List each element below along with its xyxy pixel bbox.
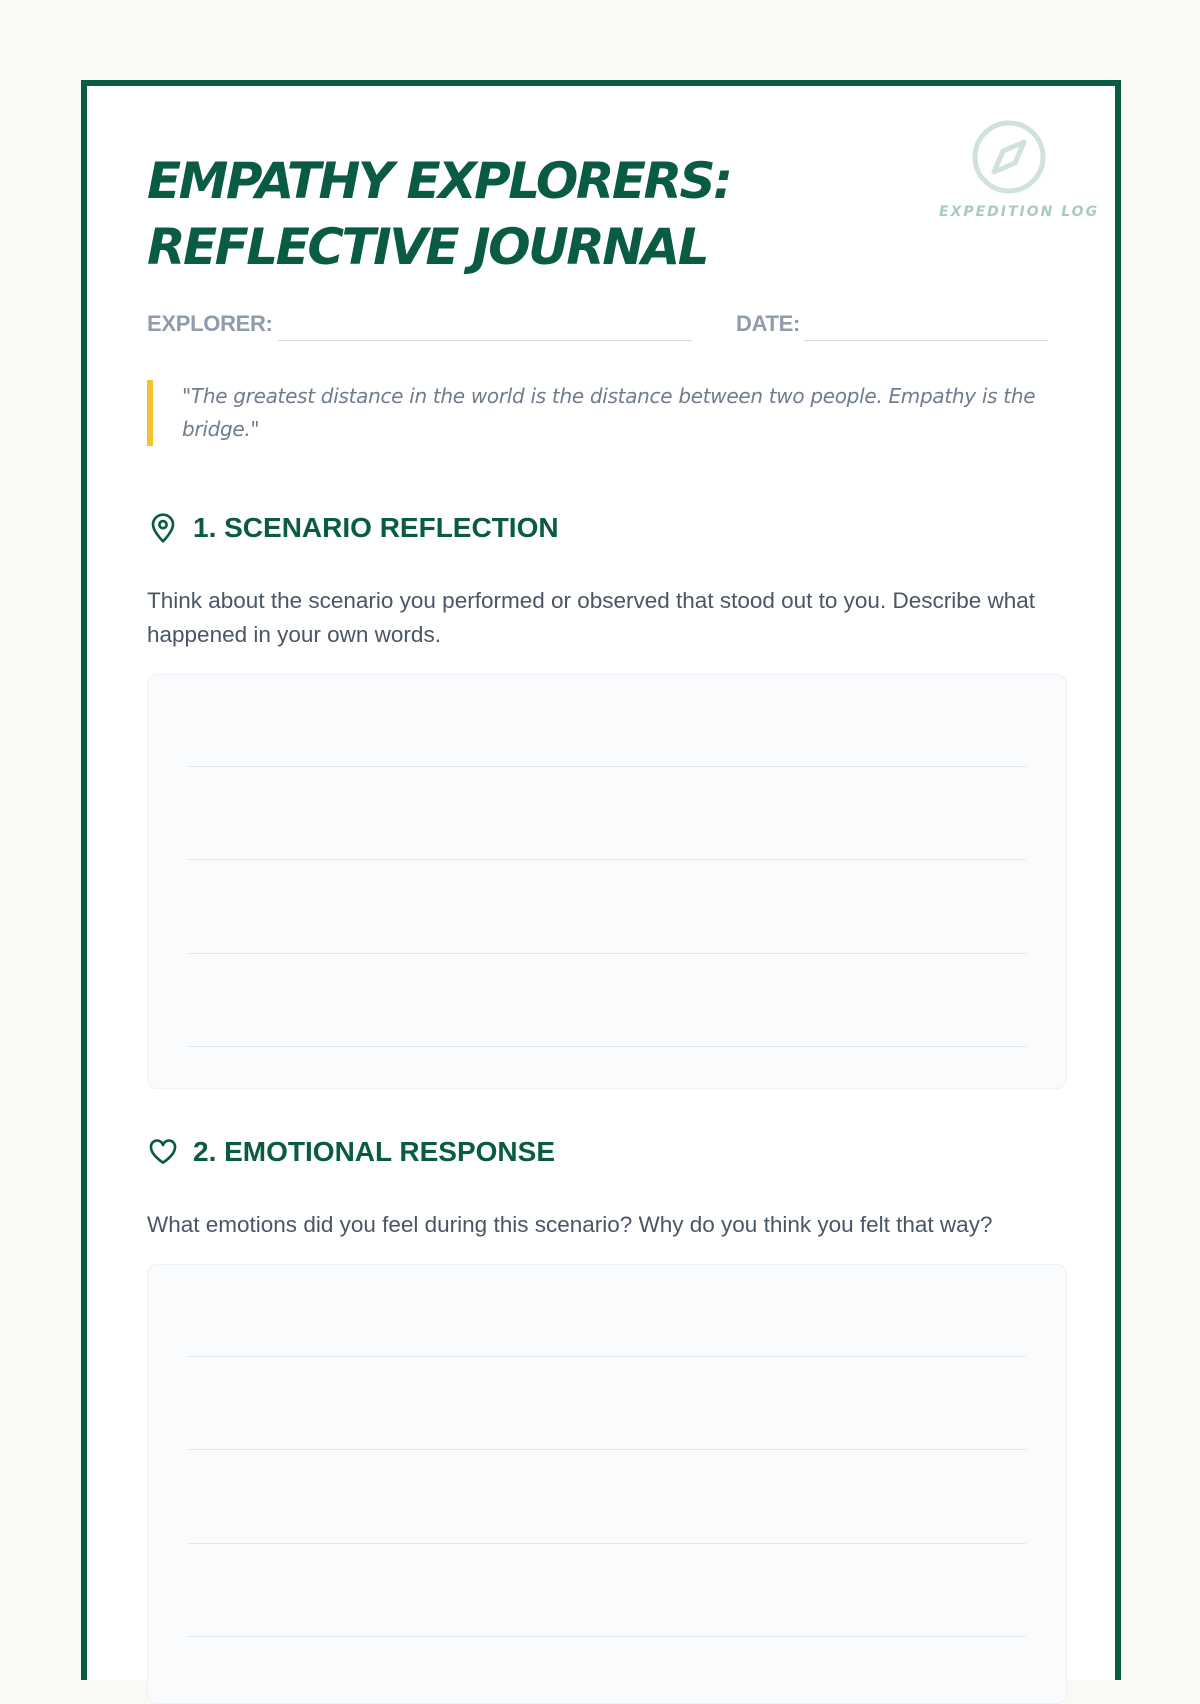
section-prompt: Think about the scenario you performed or observed that stood out to you. Describe what happened in your own words. (147, 588, 1036, 647)
section-emotional-response (147, 1134, 555, 1170)
scenario-writing-area[interactable] (147, 674, 1067, 1089)
writing-line (188, 1356, 1026, 1357)
section-scenario-reflection (147, 510, 559, 546)
section-title: 1. SCENARIO REFLECTION (193, 512, 559, 543)
section-prompt: What emotions did you feel during this scenario? Why do you think you felt that way? (147, 1212, 993, 1237)
writing-line (188, 1046, 1026, 1047)
expedition-badge (939, 120, 1100, 220)
journal-sheet (81, 80, 1121, 1680)
badge-label: EXPEDITION LOG (939, 204, 1100, 220)
writing-line (188, 859, 1026, 860)
date-field[interactable] (736, 311, 1048, 341)
title-line-2: REFLECTIVE JOURNAL (147, 218, 708, 276)
page-title (147, 148, 731, 280)
explorer-label: EXPLORER: (147, 311, 273, 336)
map-pin-icon (147, 512, 179, 544)
title-line-1: EMPATHY EXPLORERS: (147, 152, 731, 210)
date-label: DATE: (736, 311, 801, 336)
explorer-field[interactable] (147, 311, 692, 341)
explorer-input-line[interactable] (278, 340, 692, 341)
writing-line (188, 1636, 1026, 1637)
section-title: 2. EMOTIONAL RESPONSE (193, 1136, 555, 1167)
emotion-writing-area[interactable] (147, 1264, 1067, 1704)
writing-line (188, 1449, 1026, 1450)
writing-line (188, 1543, 1026, 1544)
date-input-line[interactable] (804, 340, 1048, 341)
compass-icon (972, 120, 1046, 194)
writing-line (188, 766, 1026, 767)
writing-line (188, 953, 1026, 954)
empathy-quote: "The greatest distance in the world is the distance between two people. Empathy is the bridge." (147, 380, 1047, 446)
heart-icon (147, 1136, 179, 1168)
